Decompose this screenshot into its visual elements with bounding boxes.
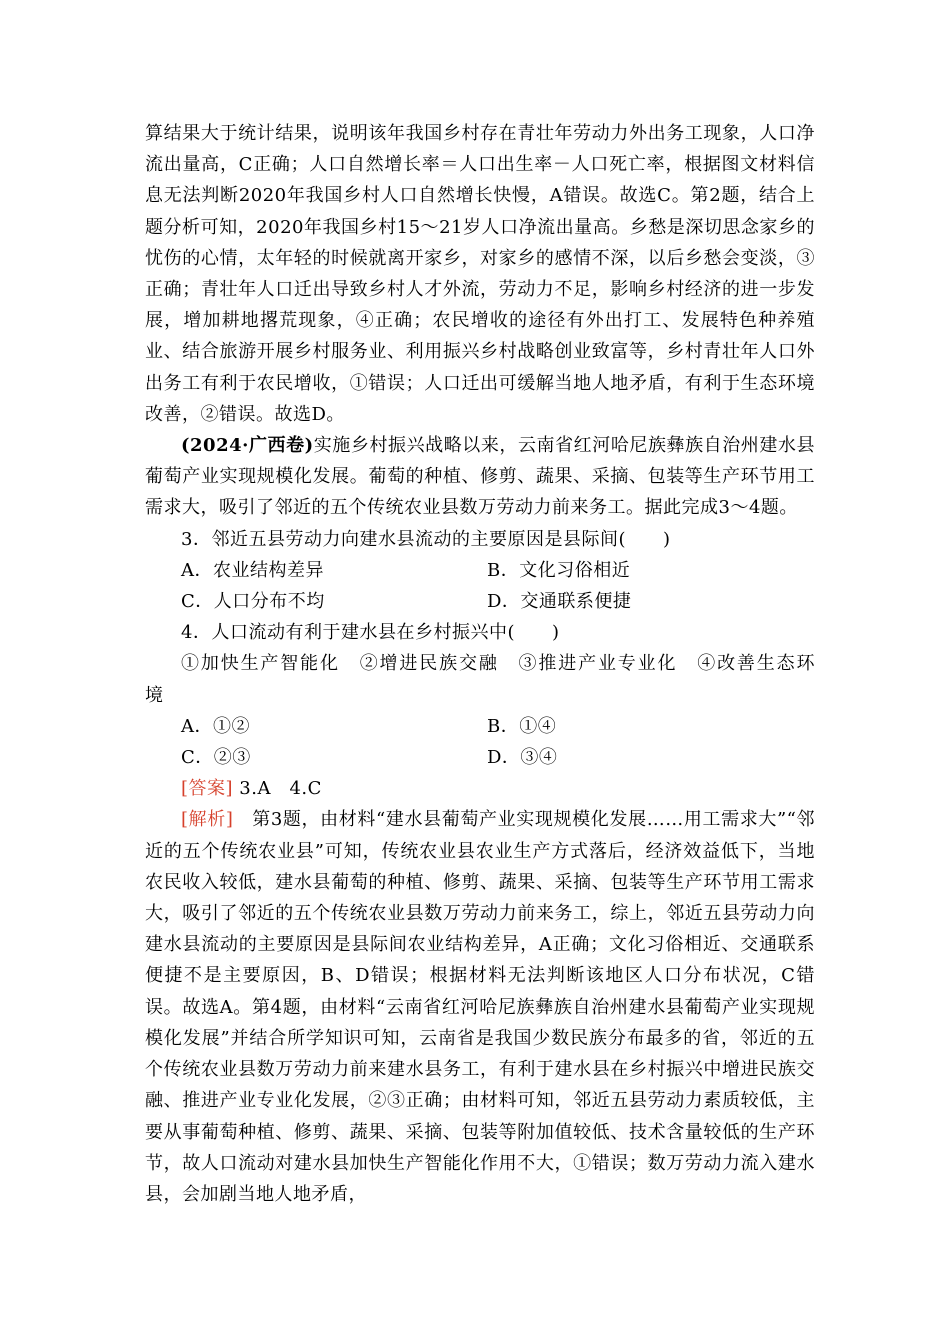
material-source: (2024·广西卷): [181, 435, 314, 457]
analysis-text: 第3题，由材料“建水县葡萄产业实现规模化发展……用工需求大”“邻近的五个传统农业县”可知，传统农业县农业生产方式落后，经济效益低下，当地农民收入较低，建水县葡萄的种植、修剪、蔬果、采摘、包装等生产环节用工需求大，吸引了邻近的五个传统农业县数万劳动力前来务工，综上，邻近五县劳动力向建水县流动的主要原因是县际间农业结构差异，A正确；文化习俗相近、交通联系便捷不是主要原因，B、D错误；根据材料无法判断该地区人口分布状况，C错误。故选A。第4题，由材料“云南省红河哈尼族彝族自治州建水县葡萄产业实现规模化发展”并结合所学知识可知，云南省是我国少数民族分布最多的省，邻近的五个传统农业县数万劳动力前来建水县务工，有利于建水县在乡村振兴中增进民族交融、推进产业专业化发展，②③正确；由材料可知，邻近五县劳动力素质较低，主要从事葡萄种植、修剪、蔬果、采摘、包装等附加值较低、技术含量较低的生产环节，故人口流动对建水县加快生产智能化作用不大，①错误；数万劳动力流入建水县，会加剧当地人地矛盾，: [145, 809, 816, 1205]
question-4-statements-cont: 境: [145, 684, 164, 706]
analysis-label: [解析]: [181, 809, 234, 831]
q4-option-a: A．①②: [181, 715, 250, 737]
document-content: [145, 118, 815, 1210]
q4-option-d: D．③④: [487, 747, 558, 769]
previous-explanation: 算结果大于统计结果，说明该年我国乡村存在青壮年劳动力外出务工现象，人口净流出量高，C正确；人口自然增长率＝人口出生率－人口死亡率，根据图文材料信息无法判断2020年我国乡村人口自然增长快慢，A错误。故选C。第2题，结合上题分析可知，2020年我国乡村15～21岁人口净流出量高。乡愁是深切思念家乡的忧伤的心情，太年轻的时候就离开家乡，对家乡的感情不深，以后乡愁会变淡，③正确；青壮年人口迁出导致乡村人才外流，劳动力不足，影响乡村经济的进一步发展，增加耕地撂荒现象，④正确；农民增收的途径有外出打工、发展特色种养殖业、结合旅游开展乡村服务业、利用振兴乡村战略创业致富等，乡村青壮年人口外出务工有利于农民增收，①错误；人口迁出可缓解当地人地矛盾，有利于生态环境改善，②错误。故选D。: [145, 123, 815, 425]
answer-label: [答案]: [181, 778, 234, 800]
answer-text: 3.A 4.C: [239, 778, 322, 800]
q4-option-c: C．②③: [181, 747, 251, 769]
question-4-options: [145, 711, 815, 773]
material-paragraph: [145, 430, 815, 524]
question-4-stem: 4．人口流动有利于建水县在乡村振兴中( ): [181, 622, 560, 644]
q3-option-b: B．文化习俗相近: [487, 559, 631, 581]
q3-option-a: A．农业结构差异: [181, 559, 324, 581]
answer-line: [145, 773, 815, 804]
material-text: 实施乡村振兴战略以来，云南省红河哈尼族彝族自治州建水县葡萄产业实现规模化发展。葡萄的种植、修剪、蔬果、采摘、包装等生产环节用工需求大，吸引了邻近的五个传统农业县数万劳动力前来务工。据此完成3～4题。: [145, 435, 815, 519]
question-3-options: [145, 555, 815, 617]
q3-option-c: C．人口分布不均: [181, 591, 325, 613]
analysis-paragraph: [145, 804, 815, 1210]
question-4-statements: ①加快生产智能化 ②增进民族交融 ③推进产业专业化 ④改善生态环: [181, 653, 815, 675]
q3-option-d: D．交通联系便捷: [487, 591, 632, 613]
q4-option-b: B．①④: [487, 715, 557, 737]
question-3-stem: 3．邻近五县劳动力向建水县流动的主要原因是县际间( ): [181, 528, 671, 550]
